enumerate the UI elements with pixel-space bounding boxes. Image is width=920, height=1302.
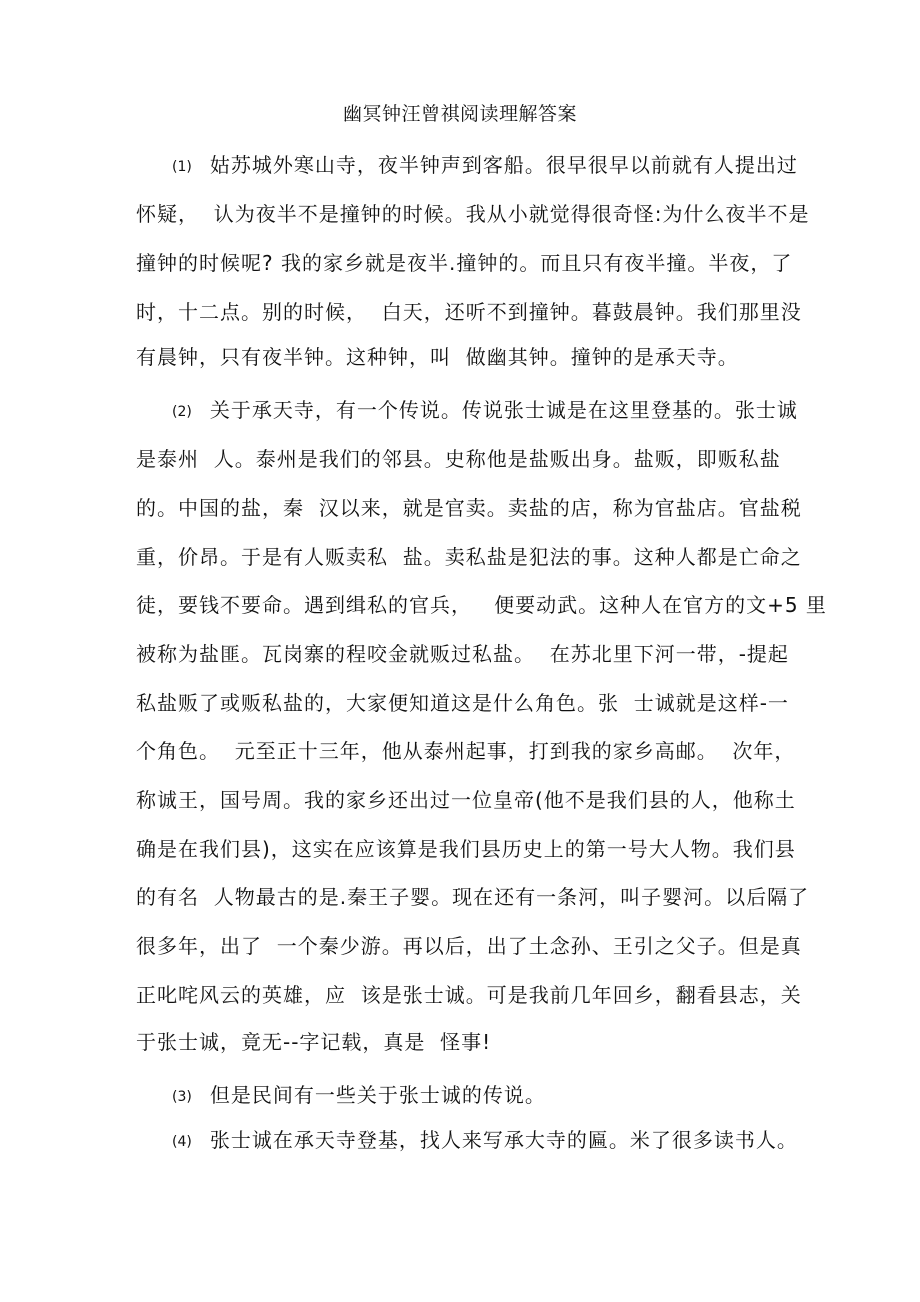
paragraph-2-line-6: 被称为盐匪。瓦岗寨的程咬金就贩过私盐。 在苏北里下河一带，-提起 [136, 642, 789, 666]
paragraph-2-line-11: 的有名 人物最古的是.秦王子婴。现在还有一条河，叫子婴河。以后隔了 [136, 885, 810, 909]
paragraph-2-line-14: 于张士诚，竟无--字记载，真是 怪事! [136, 1030, 492, 1054]
paragraph-1-line-3: 撞钟的时候呢? 我的家乡就是夜半.撞钟的。而且只有夜半撞。半夜，了 [136, 251, 793, 275]
paragraph-2-line-4: 重，价昂。于是有人贩卖私 盐。卖私盐是犯法的事。这种人都是亡命之 [136, 545, 802, 569]
paragraph-3-number: (3) [172, 1089, 192, 1105]
paragraph-2-line-3: 的。中国的盐，秦 汉以来，就是官卖。卖盐的店，称为官盐店。官盐税 [136, 496, 802, 520]
paragraph-2-line-8: 个角色。 元至正十三年，他从泰州起事，打到我的家乡高邮。 次年， [136, 739, 796, 763]
paragraph-2-line-9: 称诚王，国号周。我的家乡还出过一位皇帝(他不是我们县的人，他称土 [136, 788, 796, 812]
paragraph-2-number: (2) [172, 404, 192, 420]
paragraph-1-line-5: 有晨钟，只有夜半钟。这种钟，叫 做幽其钟。撞钟的是承天寺。 [136, 345, 739, 369]
paragraph-1-line-4: 时，十二点。别的时候， 白天，还听不到撞钟。暮鼓晨钟。我们那里没 [136, 300, 802, 324]
paragraph-3-text: 但是民间有一些关于张士诚的传说。 [209, 1083, 546, 1107]
paragraph-1-line-1 [172, 150, 798, 182]
paragraph-1-line-2: 怀疑， 认为夜半不是撞钟的时候。我从小就觉得很奇怪:为什么夜半不是 [136, 202, 810, 226]
paragraph-2-line-12: 很多年，出了 一个秦少游。再以后，出了土念孙、王引之父子。但是真 [136, 934, 802, 958]
paragraph-1-text: 姑苏城外寒山寺，夜半钟声到客船。很早很早以前就有人提出过 [209, 153, 798, 177]
paragraph-3-line-1 [172, 1080, 546, 1112]
paragraph-4-text: 张士诚在承天寺登基，找人来写承大寺的匾。米了很多读书人。 [209, 1128, 798, 1152]
paragraph-4-number: (4) [172, 1134, 192, 1150]
paragraph-4-line-1 [172, 1125, 798, 1157]
paragraph-2-line-5: 徒，要钱不要命。遇到缉私的官兵， 便要动武。这种人在官方的文+5 里 [136, 593, 827, 617]
paragraph-1-number: (1) [172, 159, 192, 175]
paragraph-2-line-10: 确是在我们县)，这实在应该算是我们县历史上的第一号大人物。我们县 [136, 837, 796, 861]
paragraph-2-line-1 [172, 395, 798, 427]
paragraph-2-text: 关于承天寺，有一个传说。传说张士诚是在这里登基的。张士诚 [209, 398, 798, 422]
document-title: 幽冥钟汪曾祺阅读理解答案 [342, 103, 577, 125]
paragraph-2-line-13: 正叱咤风云的英雄，应 该是张士诚。可是我前几年回乡，翻看县志，关 [136, 983, 802, 1007]
paragraph-2-line-2: 是泰州 人。泰州是我们的邻县。史称他是盐贩出身。盐贩，即贩私盐 [136, 447, 781, 471]
paragraph-2-line-7: 私盐贩了或贩私盐的，大家便知道这是什么角色。张 士诚就是这样-一 [136, 691, 789, 715]
